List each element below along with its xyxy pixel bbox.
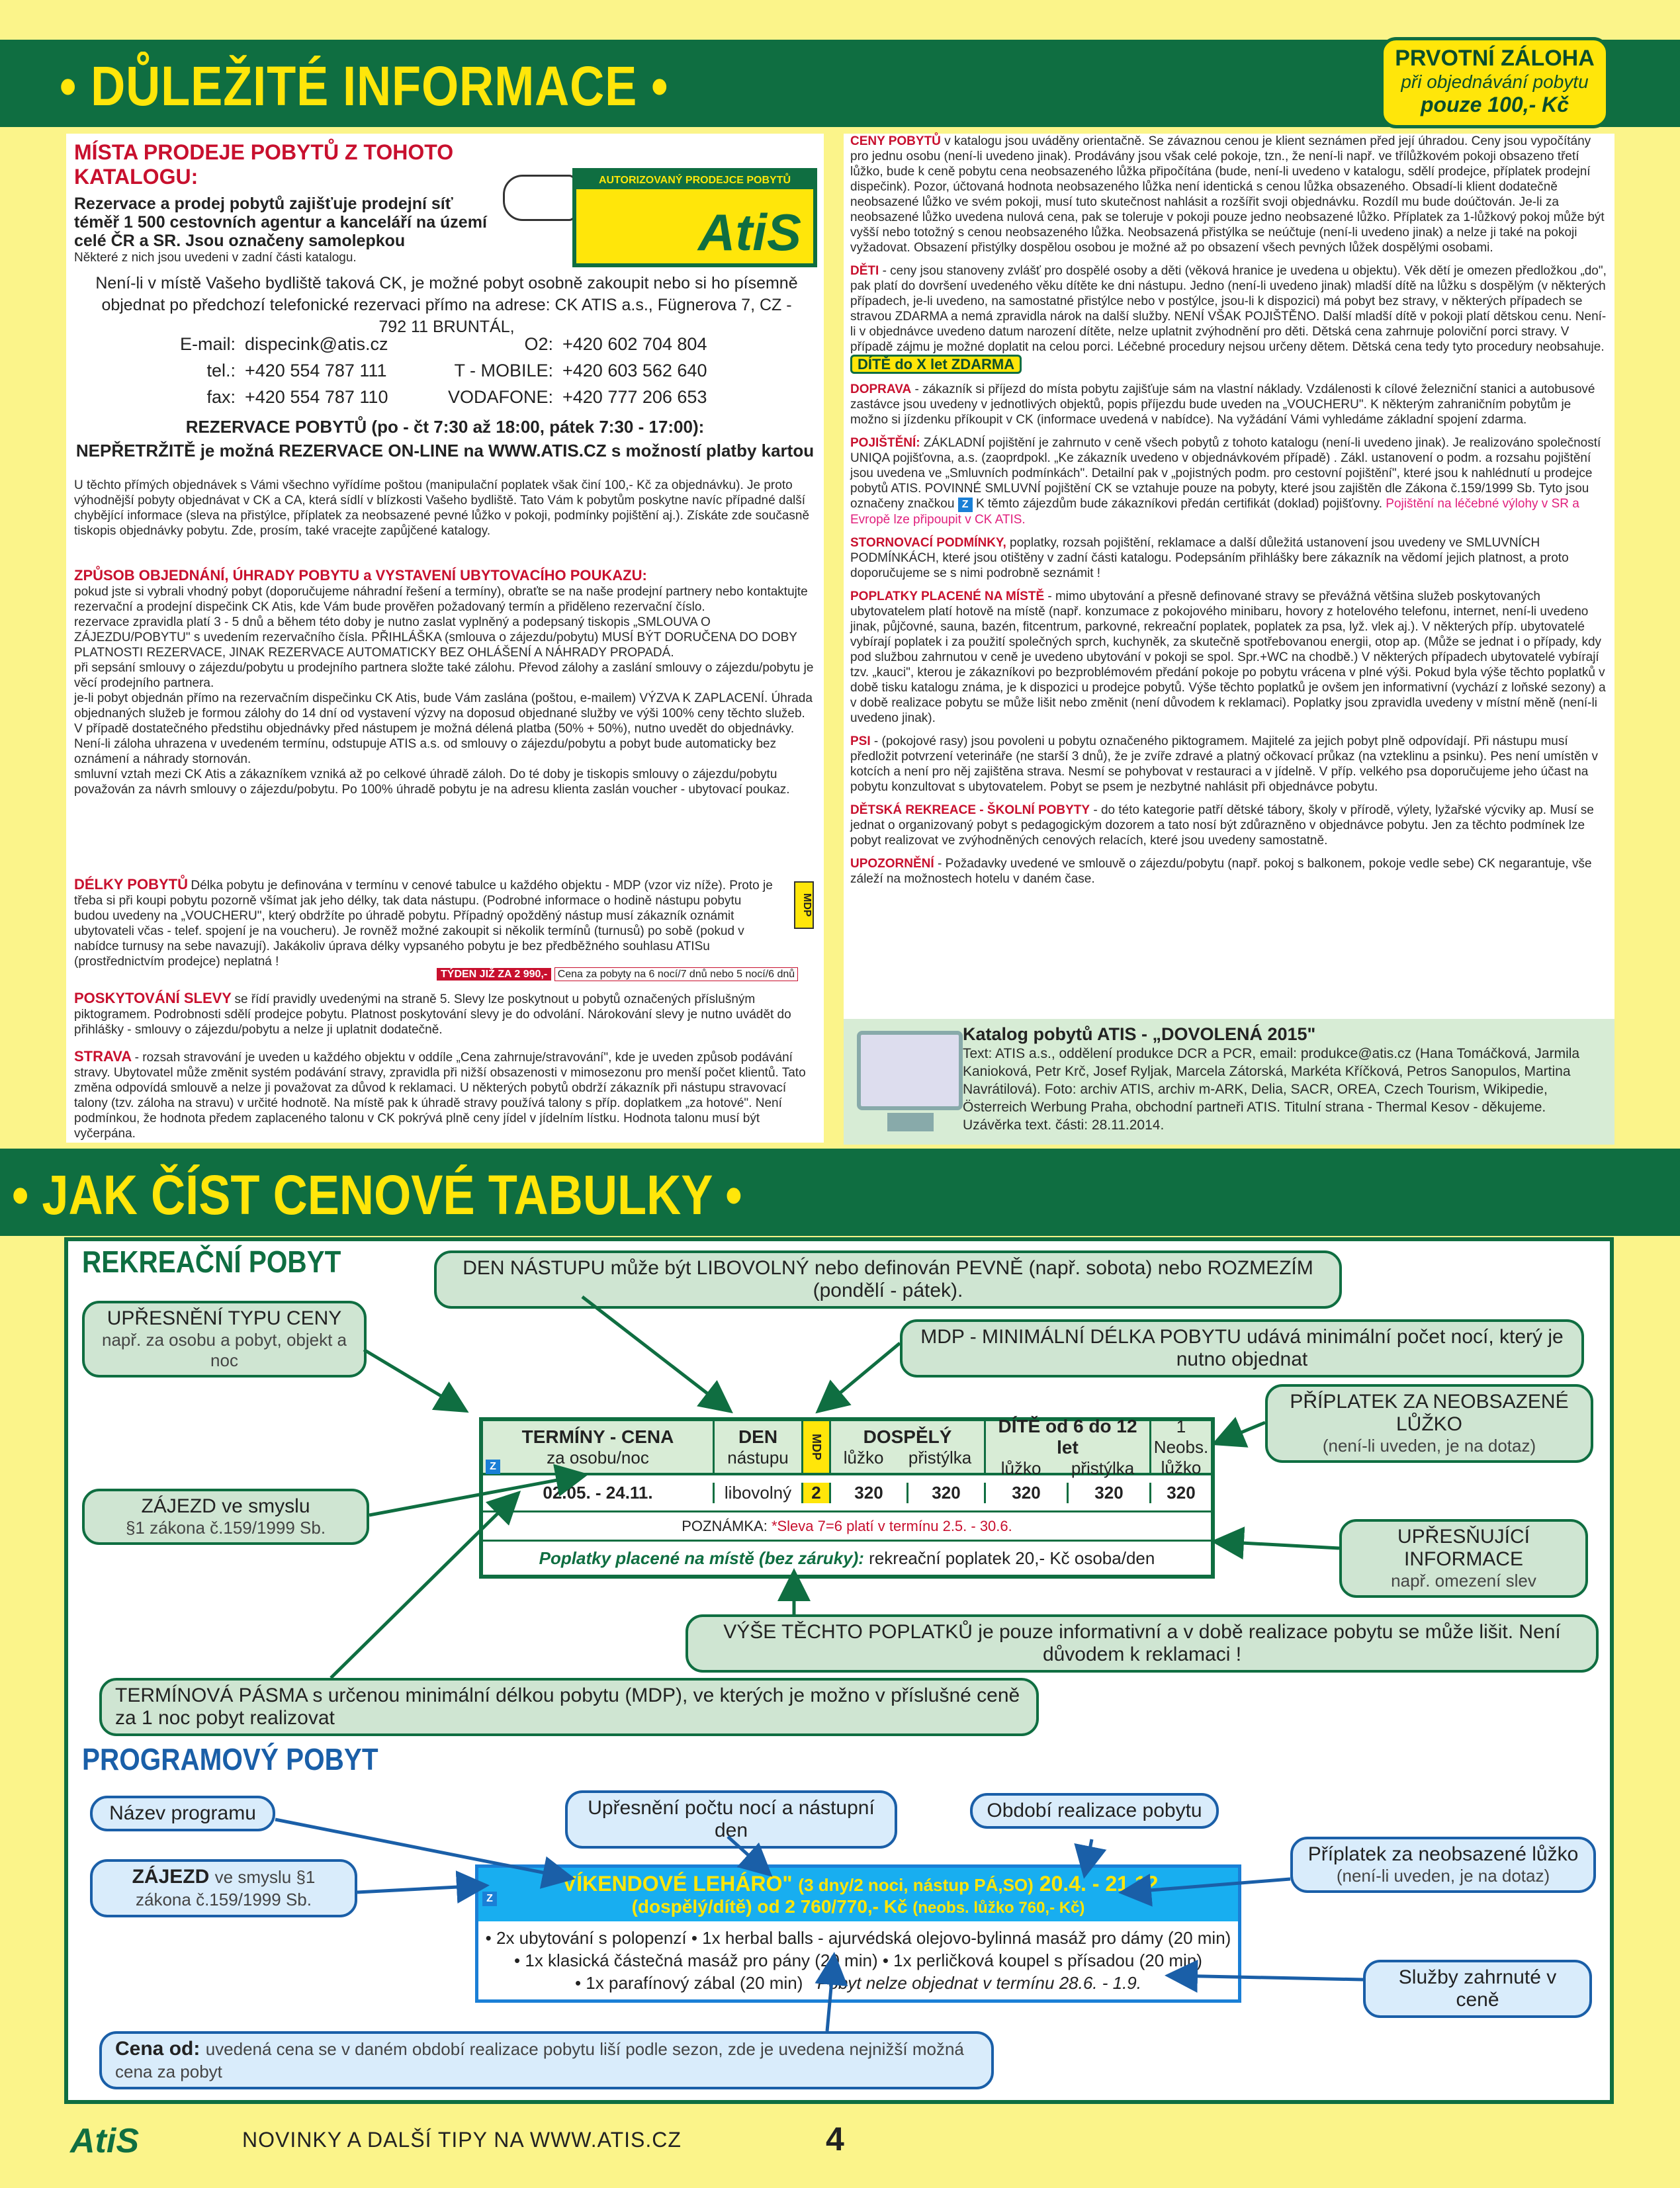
footer [64, 2117, 1614, 2160]
sales-intro: Rezervace a prodej pobytů zajišťuje prodejní síť téměř 1 500 cestovních agentur a kanceláří na území celé ČR a SR. Jsou označeny samolepkou [74, 195, 487, 250]
callout-fees-info: VÝŠE TĚCHTO POPLATKŮ je pouze informativní a v době realizace pobytu se může lišit. Není důvodem k reklamaci ! [685, 1614, 1599, 1673]
program-header: "VÍKENDOVÉ LEHÁRO" (3 dny/2 noci, nástup PÁ,SO) 20.4. - 21.12. (dospělý/dítě) od 2 760/770,- Kč (neobs. lůžko 760,- Kč) [478, 1868, 1238, 1921]
callout-price-from: Cena od: uvedená cena se v daném období realizace pobytu liší podle sezon, zde je uvedena nejnižší možná cena za pobyt [99, 2031, 994, 2089]
transport-section: DOPRAVA - zákazník si příjezd do místa pobytu zajišťuje sám na vlastní náklady. Vzdálenosti k cílové železniční stanici a autobusové zastávce jsou uvedeny v jednotlivých objektů, popis příjezdu bude uveden na „VOUCHERU". K některým zahraničním pobytům je možno si jízdenku příkoupit v CK (informace uvedená v nabídce). Na vyžádání Vámi vyhledáme základní spojení zdarma. [850, 382, 1595, 427]
section-header-tables [0, 1149, 1680, 1236]
authorized-seller-badge: AUTORIZOVANÝ PRODEJCE POBYTŮ AtiS [572, 168, 817, 267]
computer-monitor-icon [857, 1031, 963, 1110]
callout-program-unoccupied: Příplatek za neobsazené lůžko (není-li uveden, je na dotaz) [1290, 1837, 1596, 1893]
deposit-badge: PRVOTNÍ ZÁLOHA při objednávání pobytu pouze 100,- Kč [1380, 37, 1609, 128]
z-icon: Z [486, 1460, 500, 1474]
contact-block: E-mail: dispecink@atis.cz O2: +420 602 704 804 tel.: +420 554 787 111 T - MOBILE: +420 603 562 640 fax: +420 554 787 110 VODAFONE: +420 777 206 653 [165, 331, 787, 410]
callout-start-day: DEN NÁSTUPU může být LIBOVOLNÝ nebo definován PEVNĚ (např. sobota) nebo ROZMEZÍM (pondělí - pátek). [434, 1250, 1342, 1309]
pointing-hand-icon [503, 175, 576, 221]
page-number: 4 [826, 2121, 844, 2158]
recreational-title: REKREAČNÍ POBYT [82, 1245, 341, 1279]
sales-heading: MÍSTA PRODEJE POBYTŮ Z TOHOTO KATALOGU: [74, 140, 454, 189]
program-title: PROGRAMOVÝ POBYT [82, 1742, 378, 1776]
callout-program-name: Název programu [90, 1796, 275, 1831]
callout-price-type: UPŘESNĚNÍ TYPU CENY např. za osobu a pobyt, objekt a noc [82, 1301, 367, 1378]
atis-logo: AtiS [698, 203, 801, 261]
callout-nights: Upřesnění počtu nocí a nástupní den [565, 1790, 897, 1849]
section-title: • DŮLEŽITÉ INFORMACE • [60, 55, 669, 117]
callout-program-tour: ZÁJEZD ve smyslu §1 zákona č.159/1999 Sb. [90, 1859, 357, 1917]
atis-logo: AtiS [70, 2122, 139, 2160]
website-link[interactable]: NOVINKY A DALŠÍ TIPY NA WWW.ATIS.CZ [242, 2128, 682, 2152]
online-reservation: NEPŘETRŽITĚ je možná REZERVACE ON-LINE na WWW.ATIS.CZ s možností platby kartou [75, 441, 815, 460]
mdp-icon: MDP [794, 881, 814, 929]
prices-section: CENY POBYTŮ v katalogu jsou uváděny orientačně. Se závaznou cenou je klient seznámen před její úhradou. Ceny jsou vypočítány pro jednu osobu (není-li uvedeno jinak). Prodávány jsou však celé pokoje, tzn., že není-li např. ve třílůžkovém pokoji obsazeno třetí lůžko, bude k ceně pobytu cena neobsazeného lůžka připočítána (bude, není-li uvedeno v katalogu, sdělí prodejce, příplatek prodejní dispečink). Pozor, účtovaná hodnota neobsazeného lůžka není identická s cenou lůžka obsazeného. Obsadí-li klient dodatečně neobsazené lůžko ve svém pokoji, musí tuto skutečnost nahlásit a rozšířit svoji objednávku. Rozdíl mu bude doúčtován. Je-li za neobsazené lůžko uvedena nulová cena, pak se toleruje v pokoji pouze jedno neobsazené lůžko. Příplatek za 1-lůžkový pokoj může být vyšší nebo totožný s cenou neobsazeného lůžka. Neobsazená přistýlka se neúčtuje (není-li uvedeno jinak) a nelze ji také na pokoji vyžadovat. Obsazení přistýlky dospělou osobou je možné až po obsazení všech pevných lůžek dospělými osobami. [850, 134, 1605, 255]
price-table-example: TERMÍNY - CENA za osobu/noc DEN nástupu MDP DOSPĚLÝ lůžko přistýlka DÍTĚ od 6 do 12 let lůžko přistýlka 1 Neobs. lůžko 02.05. - 24.11. libovolný 2 320 320 320 320 320 POZNÁMKA: *Sleva 7=6 platí v termínu 2.5. - 30.6. Poplatky placené na místě (bez záruky): rekreační poplatek 20,- Kč osoba/den Z [479, 1417, 1215, 1579]
sales-places: MÍSTA PRODEJE POBYTŮ Z TOHOTO KATALOGU: Rezervace a prodej pobytů zajišťuje prodejní síť téměř 1 500 cestovních agentur a kanceláří na území celé ČR a SR. Jsou označeny samolepkou Některé z nich jsou uvedeni v zadní části katalogu. [74, 140, 537, 265]
z-icon: Z [482, 1892, 497, 1906]
callout-services: Služby zahrnuté v ceně [1363, 1960, 1592, 2018]
section-title-tables: • JAK ČÍST CENOVÉ TABULKY • [12, 1164, 742, 1226]
callout-mdp: MDP - MINIMÁLNÍ DÉLKA POBYTU udává minimální počet nocí, který je nutno objednat [900, 1319, 1584, 1378]
school-stays-section: DĚTSKÁ REKREACE - ŠKOLNÍ POBYTY - do této kategorie patří dětské tábory, školy v přírodě, výlety, lyžařské výcviky ap. Musí se jednat o organizovaný pobyt s pedagogickým dozorem a tato nosí být zdůrazněno v objednávce pobytu. Jen za těchto podmínek lze pobyt realizovat ve zvýhodněných cenových relacích, které jsou uvedeny samostatně. [850, 803, 1594, 848]
catalog-credits: Katalog pobytů ATIS - „DOVOLENÁ 2015" Text: ATIS a.s., oddělení produkce DCR a PCR, email: produkce@atis.cz (Hana Tomáčková, Jarmila Kanioková, Petr Krč, Josef Ryljak, Marcela Zátorská, Markéta Kříčková, Petros Sanopulos, Martina Navrátilová). Foto: archiv ATIS, archiv m-ARK, Delia, SACR, OREA, Czech Tourism, Wikipedie, Österreich Werbung Praha, obchodní partneři ATIS. Titulní strana - Thermal Kesov - děkujeme. Uzávěrka text. části: 28.11.2014. [844, 1019, 1614, 1145]
notice-section: UPOZORNĚNÍ - Požadavky uvedené ve smlouvě o zájezdu/pobytu (např. pokoj s balkonem, pokoje vedle sebe) CK negarantuje, vše záleží na možnostech hotelu v daném čase. [850, 857, 1592, 886]
week-price-badge: TÝDEN JIŽ ZA 2 990,- Cena za pobyty na 6 nocí/7 dnů nebo 5 nocí/6 dnů [437, 969, 798, 981]
callout-specific-info: UPŘESŇUJÍCÍ INFORMACE např. omezení slev [1339, 1519, 1588, 1598]
program-example [475, 1864, 1241, 2003]
callout-date-bands: TERMÍNOVÁ PÁSMA s určenou minimální délkou pobytu (MDP), ve kterých je možno v příslušné ceně za 1 noc pobyt realizovat [99, 1678, 1039, 1736]
callout-period: Období realizace pobytu [970, 1793, 1219, 1829]
children-section: DĚTI - ceny jsou stanoveny zvlášť pro dospělé osoby a děti (věková hranice je uvedena u objektu). Věk dětí je omezen předložkou „do", pak platí do dovršení uvedeného věku dítěte ke dni nástupu. Jedno (není-li uvedeno jinak) mladší dítě na lůžku s dospělým (v některých případech, je-li uvedeno, na samostatné přistýlce nebo v postýlce, jsou-li k dispozici) má pobyt bez stravy, v některých případech se stravou ZDARMA a nemá zpravidla nárok na další služby. NENÍ VŠAK POJIŠTĚNO. Další mladší dítě v pokoji platí dětskou cenu. Není-li v objednávce uvedeno datum narození dítěte, nelze uplatnit zvýhodnění pro děti. Dětská cena zahrnuje poloviční porci stravy. V případě zájmu je možné doplatit na celou porci. Léčebné procedury nejsou určeny dětem. Dětská cena tedy tyto procedury neobsahuje. DÍTĚ do X let ZDARMA [850, 264, 1607, 372]
left-info-panel: MÍSTA PRODEJE POBYTŮ Z TOHOTO KATALOGU: Rezervace a prodej pobytů zajišťuje prodejní síť téměř 1 500 cestovních agentur a kanceláří na území celé ČR a SR. Jsou označeny samolepkou Některé z nich jsou uvedeni v zadní části katalogu. AUTORIZOVANÝ PRODEJCE POBYTŮ AtiS Není-li v místě Vašeho bydliště taková CK, je možné pobyt osobně zakoupit nebo si ho písemně objednat po předchozí telefonické rezervaci přímo na adrese: CK ATIS a.s., Fügnerova 7, CZ - 792 11 BRUNTÁL, E-mail: dispecink@atis.cz O2: +420 602 704 804 tel.: +420 554 787 111 T - MOBILE: +420 603 562 640 fax: +420 554 787 110 VODAFONE: +420 777 206 653 REZERVACE POBYTŮ (po - čt 7:30 až 18:00, pátek 7:30 - 17:00): NEPŘETRŽITĚ je možná REZERVACE ON-LINE na WWW.ATIS.CZ s možností platby kartou U těchto přímých objednávek s Vámi všechno vyřídíme poštou (manipulační poplatek však činí 100,- Kč za objednávku). Je proto výhodnější pobyty objednávat v CK a CA, která sídlí v blízkosti Vašeho bydliště. Tato Vám k pobytům poskytne navíc případné další chybějící informace (sleva na přistýlce, příplatek za neobsazené pevné lůžko v pokoji, podmínky pojištění aj.). Získáte zde současně tiskopis objednávky pobytu. Zde, prosím, také vracejte zapůjčené katalogy. ZPŮSOB OBJEDNÁNÍ, ÚHRADY POBYTU a VYSTAVENÍ UBYTOVACÍHO POUKAZU: pokud jste si vybrali vhodný pobyt (doporučujeme náhradní řešení a termíny), obraťte se na naše prodejní partnery nebo kontaktujte rezervační a prodejní dispečink CK Atis, kde Vám bude prověřen požadovaný termín a přiděleno rezervační číslo. rezervace zpravidla platí 3 - 5 dnů a během této doby je nutno zaslat vyplněný a podepsaný tiskopis „SMLOUVA O ZÁJEZDU/POBYTU" s uvedením rezervačního čísla. PŘIHLÁŠKA (smlouva o zájezdu/pobytu) MUSÍ BÝT DORUČENA DO DOBY PLATNOSTI REZERVACE, JINAK REZERVACE AUTOMATICKY BEZ OHLÁŠENÍ A NÁHRADY PROPADÁ. při sepsání smlouvy o zájezdu/pobytu u prodejního partnera složte také zálohu. Převod zálohy a zaslání smlouvy o zájezdu/pobytu je věcí prodejního partnera. je-li pobyt objednán přímo na rezervačním dispečinku CK Atis, bude Vám zaslána (poštou, e-mailem) VÝZVA K ZAPLACENÍ. Úhrada objednaných služeb je formou zálohy do 14 dní od vystavení výzvy na doposud objednané služby ve výši 100% ceny těchto služeb. V případě dostatečného předstihu objednávky před nástupem je možná délená platba (50% + 50%), nutno uvedět do objednávky. Není-li záloha uhrazena v uvedeném termínu, odstupuje ATIS a.s. od smlouvy o zájezdu/pobytu a pobyt bude automaticky bez oznámení a náhrady stornován. smluvní vztah mezi CK Atis a zákazníkem vzniká až po celkové úhradě záloh. Do té doby je tiskopis smlouvy o zájezdu/pobytu považován za návrh smlouvy o zájezdu/pobytu. Po 100% úhradě pobytu je na adresu klienta zaslán voucher - ubytovací poukaz. DÉLKY POBYTŮ Délka pobytu je definována v termínu v cenové tabulce u každého objektu - MDP (vzor viz níže). Proto je třeba si při koupi pobytu pozorně všímat jak jeho délky, tak data nástupu. (Podrobné informace o hodině nástupu pobytu budou uvedeny na „VOUCHERU", který obdržíte po úhradě pobytu. Případný opožděný nástup musí zákazník oznámit ubytovateli včas - telef. spojení je na voucheru). Je rovněž možné zakoupit si několik termínů (turnusů) po sobě (pokud v nabídce turnusy na sebe navazují). Jakákoliv úprava délky vypsaného pobytu je bez předběžného souhlasu ATISu (prostřednictvím prodejce) neplatná ! MDP TÝDEN JIŽ ZA 2 990,- Cena za pobyty na 6 nocí/7 dnů nebo 5 nocí/6 dnů POSKYTOVÁNÍ SLEVY se řídí pravidly uvedenými na straně 5. Slevy lze poskytnout u pobytů označených příslušným piktogramem. Podrobnosti sdělí prodejce pobytu. Platnost poskytování slevy je do odvolání. Nárokování slevy je nutno uvádět do přihlášky - smlouvy o zájezdu/pobytu a nelze ji uplatnit dodatečně. STRAVA - rozsah stravování je uveden u každého objektu v oddíle „Cena zahrnuje/stravování", kde je uveden způsob podávání stravy. Ubytovatel může změnit systém podávání stravy, zpravidla při nižší obsazenosti v mimosezonu pro menší počet klientů. Tato změna odpovídá smlouvě a nelze ji považovat za důvod k reklamaci. U některých pobytů obdrží zákazník při nástupu stravovací talony (tzv. záloha na stravu) v určité hodnotě. Na místě pak k úhradě stravy používá talony s příp. doplatkem „za hotové". Není podmínkou, že hodnota předem zaplaceného talonu v CK pokrývá plně ceny jídel v jídelním lístku. Hodnota talonu musí být vyčerpána. [66, 134, 824, 1143]
direct-order-info: Není-li v místě Vašeho bydliště taková CK, je možné pobyt osobně zakoupit nebo si ho písemně objednat po předchozí telefonické rezervaci přímo na adrese: CK ATIS a.s., Fügnerova 7, CZ - 792 11 BRUNTÁL, [95, 274, 798, 336]
discount-section: POSKYTOVÁNÍ SLEVY se řídí pravidly uvedenými na straně 5. Slevy lze poskytnout u pobytů označených příslušným piktogramem. Podrobnosti sdělí prodejce pobytu. Platnost poskytování slevy je do odvolání. Nárokování slevy je nutno uvádět do přihlášky - smlouvy o zájezdu/pobytu a nelze ji uplatnit dodatečně. [74, 990, 791, 1037]
pets-section: PSI - (pokojové rasy) jsou povoleni u pobytu označeného piktogramem. Majitelé za jejich pobyt plně odpovídají. Při nástupu musí předložit potvrzení veterináře (ne starší 3 dnů), že je zvíře zdravé a platný očkovací průkaz (na vzteklinu a psinku). Pes není umístěn v kotcích a není pro něj zajištěna strava. Nesmí se pohybovat v restauraci a v jídelně. V příp. velkého psa doporučujeme jeho účast na pobytu konzultovat s ubytovatelem. Pobyt se psem je nezbytné nahlásit při objednávce pobytu. [850, 734, 1598, 794]
insurance-section: POJIŠTĚNÍ: ZÁKLADNÍ pojištění je zahrnuto v ceně všech pobytů z tohoto katalogu (není-li uvedeno jinak). Je realizováno společností UNIQA pojišťovna, a.s. (zaoprdpokl. „Ke zákazník uvedeno v objednávkovém případě) . Zákl. ustanovení o podm. a rozsahu pojištění jsou uvedena ve „Smluvních podmínkách". Detailní pak v „pojistných podm. pro cestovní pojištění", které jsou k nahlédnutí u prodejce pobytů ATIS. POVINNÉ SMLUVNÍ pojištění CK se vztahuje pouze na pobyty, které jsou zajištěn dle Zákona č.159/1999 Sb. Tyto jsou označeny značkou Z K těmto zájezdům bude zákazníkovi předán certifikát (doklad) pojišťovny. Pojištění na léčebné výlohy v SR a Evropě lze připoupit v CK ATIS. [850, 436, 1601, 527]
cancellation-section: STORNOVACÍ PODMÍNKY, poplatky, rozsah pojištění, reklamace a další důležitá ustanovení jsou uvedeny ve SMLUVNÍCH PODMÍNKÁCH, které jsou otištěny v zadní části katalogu. Podepsáním přihlášky bere zákazník na vědomí jejich platnost, a proto doporučujeme se s nimi podrobně seznámit ! [850, 536, 1569, 580]
stay-length-section: DÉLKY POBYTŮ Délka pobytu je definována v termínu v cenové tabulce u každého objektu - MDP (vzor viz níže). Proto je třeba si při koupi pobytu pozorně všímat jak jeho délky, tak data nástupu. (Podrobné informace o hodině nástupu pobytu budou uvedeny na „VOUCHERU", který obdržíte po úhradě pobytu. Případný opožděný nástup musí zákazník oznámit ubytovateli včas - telef. spojení je na voucheru). Je rovněž možné zakoupit si několik termínů (turnusů) po sobě (pokud v nabídce turnusy na sebe navazují). Jakákoliv úprava délky vypsaného pobytu je bez předběžného souhlasu ATISu (prostřednictvím prodejce) neplatná ! [74, 876, 773, 969]
order-section: ZPŮSOB OBJEDNÁNÍ, ÚHRADY POBYTU a VYSTAVENÍ UBYTOVACÍHO POUKAZU: pokud jste si vybrali vhodný pobyt (doporučujeme náhradní řešení a termíny), obraťte se na naše prodejní partnery nebo kontaktujte rezervační a prodejní dispečink CK Atis, kde Vám bude prověřen požadovaný termín a přiděleno rezervační číslo. rezervace zpravidla platí 3 - 5 dnů a během této doby je nutno zaslat vyplněný a podepsaný tiskopis „SMLOUVA O ZÁJEZDU/POBYTU" s uvedením rezervačního čísla. PŘIHLÁŠKA (smlouva o zájezdu/pobytu) MUSÍ BÝT DORUČENA DO DOBY PLATNOSTI REZERVACE, JINAK REZERVACE AUTOMATICKY BEZ OHLÁŠENÍ A NÁHRADY PROPADÁ. při sepsání smlouvy o zájezdu/pobytu u prodejního partnera složte také zálohu. Převod zálohy a zaslání smlouvy o zájezdu/pobytu je věcí prodejního partnera. je-li pobyt objednán přímo na rezervačním dispečinku CK Atis, bude Vám zaslána (poštou, e-mailem) VÝZVA K ZAPLACENÍ. Úhrada objednaných služeb je formou zálohy do 14 dní od vystavení výzvy na doposud objednané služby ve výši 100% ceny těchto služeb. V případě dostatečného předstihu objednávky před nástupem je možná délená platba (50% + 50%), nutno uvedět do objednávky. Není-li záloha uhrazena v uvedeném termínu, odstupuje ATIS a.s. od smlouvy o zájezdu/pobytu a pobyt bude automaticky bez oznámení a náhrady stornován. smluvní vztah mezi CK Atis a zákazníkem vzniká až po celkové úhradě záloh. Do té doby je tiskopis smlouvy o zájezdu/pobytu považován za návrh smlouvy o zájezdu/pobytu. Po 100% úhradě pobytu je na adresu klienta zaslán voucher - ubytovací poukaz. [74, 567, 814, 797]
z-icon: Z [958, 498, 973, 512]
email-link[interactable]: dispecink@atis.cz [245, 334, 388, 354]
right-info-panel [844, 134, 1614, 1143]
food-section: STRAVA - rozsah stravování je uveden u každého objektu v oddíle „Cena zahrnuje/stravování", kde je uveden způsob podávání stravy. Ubytovatel může změnit systém podávání stravy, zpravidla při nižší obsazenosti v mimosezonu pro menší počet klientů. Tato změna odpovídá smlouvě a nelze ji považovat za důvod k reklamaci. U některých pobytů obdrží zákazník při nástupu stravovací talony (tzv. záloha na stravu) v určité hodnotě. Na místě pak k úhradě stravy používá talony s příp. doplatkem „za hotové". Není podmínkou, že hodnota předem zaplaceného talonu v CK pokrývá plně ceny jídel v jídelním lístku. Hodnota talonu musí být vyčerpána. [74, 1048, 806, 1141]
callout-tour-law: ZÁJEZD ve smyslu §1 zákona č.159/1999 Sb. [82, 1489, 369, 1545]
callout-unoccupied-bed: PŘÍPLATEK ZA NEOBSAZENÉ LŮŽKO (není-li uveden, je na dotaz) [1265, 1384, 1593, 1463]
child-free-badge: DÍTĚ do X let ZDARMA [850, 355, 1022, 374]
program-services: • 2x ubytování s polopenzí • 1x herbal balls - ajurvédská olejovo-bylinná masáž pro dámy (20 min) • 1x klasická částečná masáž pro pány (20 min) • 1x perličková koupel s přísadou (20 min) • 1x parafínový zábal (20 min) Pobyt nelze objednat v termínu 28.6. - 1.9. [485, 1928, 1231, 1993]
local-fees-section: POPLATKY PLACENÉ NA MÍSTĚ - mimo ubytování a přesně definované stravy se převážná většina služeb poskytovaných ubytovatelem platí hotově na místě (např. konzumace z pokojového minibaru, hovory z hotelového telefonu, internet, není-li uvedeno jinak, půjčovné, sauna, bazén, fitcentrum, parkovné, rekreační poplatek, poplatek za psa, lyž. vlek aj.). V některých příp. ubytovatelé vybírají poplatek i za použití společných sprch, kuchyněk, za skutečně spotřebovanou energii, otop ap. (Může se jednat i o případy, kdy pod službou zahrnutou v ceně je uvedeno ubytování v pokoji se spol. Spr.+WC na chodbě.) V některých případech ubytovatelé vybírají tzv. „kauci", kterou je zákazníkovi po bezproblémovém předání pokoje po pobytu vrácena v plné výši. Pokud byla výše těchto poplatků v době tisku katalogu známa, je k dispozici u prodejce pobytů. Výše těchto poplatků je ovšem jen informativní (vychází z loňské sezony) a v době realizace pobytu se může lišit nebo změnit (není důvodem k reklamaci). Poplatky jsou zpravidla uvedeny v místní měně (není-li uvedeno jinak). [850, 590, 1606, 725]
